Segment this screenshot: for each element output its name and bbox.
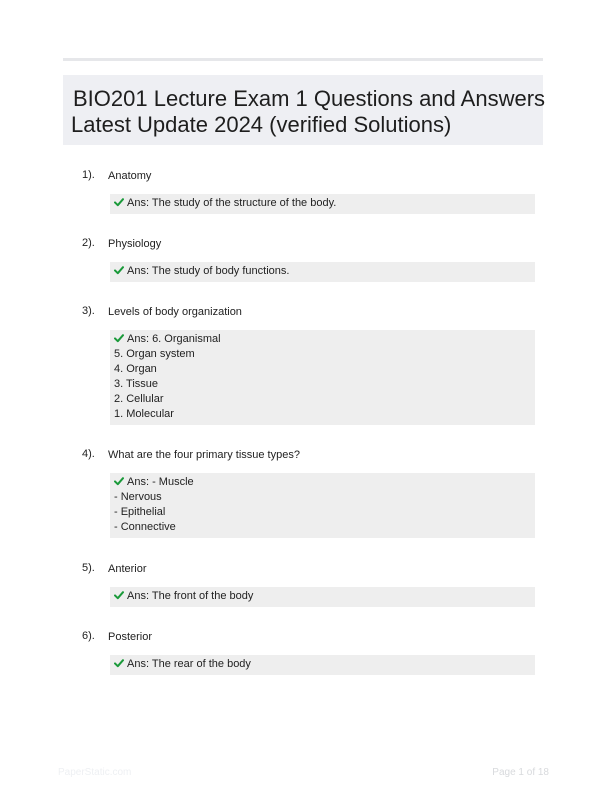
answer-line: - Epithelial [114, 506, 166, 518]
question-number: 3). [82, 305, 95, 317]
answer-box [110, 194, 535, 214]
answer-line: Ans: The rear of the body [114, 657, 531, 672]
question-number: 2). [82, 237, 95, 249]
question-text: Levels of body organization [108, 306, 242, 318]
footer-watermark: PaperStatic.com [58, 767, 132, 778]
answer-line: Ans: The study of the structure of the body. [114, 196, 531, 211]
answer-box [110, 262, 535, 282]
answer-line: 2. Cellular [114, 393, 164, 405]
answer-line: 3. Tissue [114, 378, 159, 390]
question-text: Anatomy [108, 170, 152, 182]
question-text: Physiology [108, 238, 162, 250]
answer-box [110, 473, 535, 538]
question-number: 6). [82, 630, 95, 642]
answer-box [110, 330, 535, 425]
check-icon [114, 265, 124, 275]
answer-box [110, 655, 535, 675]
title-line-2: Latest Update 2024 (verified Solutions) [71, 112, 452, 137]
check-icon [114, 658, 124, 668]
answer-line: 5. Organ system [114, 348, 195, 360]
document-title [63, 75, 546, 145]
check-icon [114, 476, 124, 486]
answer-line: - Nervous [114, 491, 162, 503]
question-number: 1). [82, 169, 95, 181]
answer-line: 4. Organ [114, 363, 157, 375]
title-line-1: BIO201 Lecture Exam 1 Questions and Answers [73, 86, 546, 111]
question-text: Anterior [108, 563, 147, 575]
question-text: Posterior [108, 631, 153, 643]
answer-line: Ans: The front of the body [114, 589, 531, 604]
answer-line: Ans: The study of body functions. [114, 264, 531, 279]
answer-line: Ans: 6. Organismal [114, 332, 531, 347]
answer-line: 1. Molecular [114, 408, 174, 420]
question-number: 5). [82, 562, 95, 574]
answer-line: - Connective [114, 521, 176, 533]
check-icon [114, 197, 124, 207]
check-icon [114, 333, 124, 343]
check-icon [114, 590, 124, 600]
question-number: 4). [82, 448, 95, 460]
page-indicator: Page 1 of 18 [492, 767, 549, 778]
top-divider [63, 58, 543, 61]
question-text: What are the four primary tissue types? [108, 449, 300, 461]
answer-box [110, 587, 535, 607]
answer-line: Ans: - Muscle [114, 475, 531, 490]
